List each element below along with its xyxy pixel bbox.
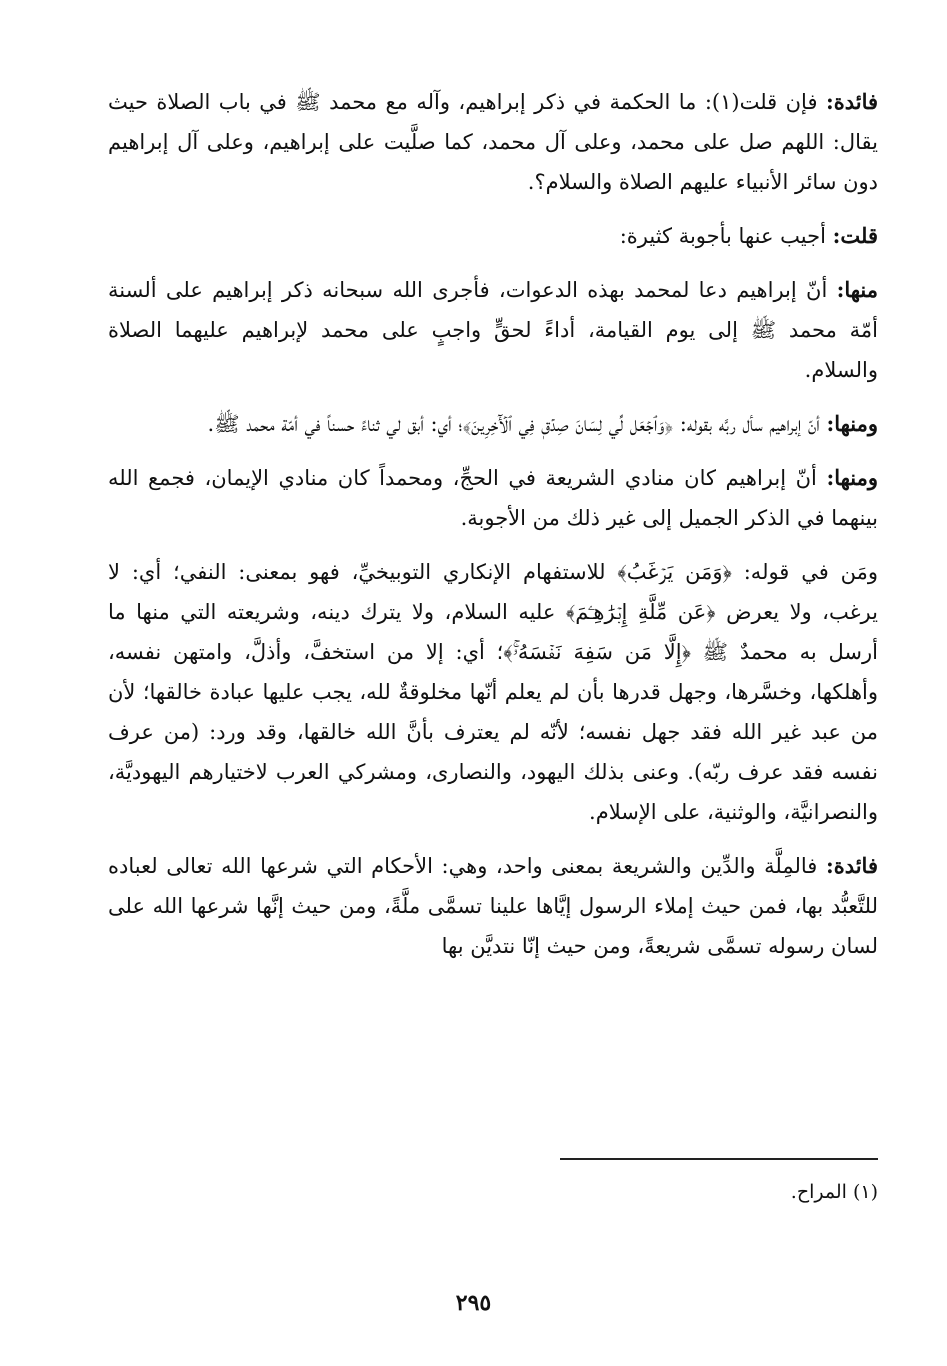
paragraph-text: فالمِلَّة والدِّين والشريعة بمعنى واحد، وهي: الأحكام التي شرعها الله تعالى لعباده للتَّعبُّد بها، فمن حيث إملاء الرسول إيَّاها علينا تسمَّى ملَّةً، ومن حيث إنَّها شرعها الله على لسان رسوله تسمَّى شريعةً، ومن حيث إنّا نتديَّن بها [108,854,878,958]
paragraph-faida-2 [108,846,878,966]
paragraph-text: أجيب عنها بأجوبة كثيرة: [619,224,833,248]
paragraph-lead: منها: [836,277,878,302]
paragraph-text: فإن قلت(١): ما الحكمة في ذكر إبراهيم، وآله مع محمد ﷺ في باب الصلاة حيث يقال: اللهم صل على محمد، وعلى آل محمد، كما صلَّيت على إبراهيم، وعلى آل إبراهيم دون سائر الأنبياء عليهم الصلاة والسلام؟. [108,90,878,194]
paragraph-minha-2 [108,404,878,444]
main-text [108,82,878,980]
footnote: (١) المراح. [790,1181,878,1203]
paragraph-lead: فائدة: [825,89,879,114]
paragraph-lead: ومنها: [826,411,878,436]
paragraph-text: أنّ إبراهيم كان منادي الشريعة في الحجِّ، ومحمداً كان منادي الإيمان، فجمع الله بينهما في الذكر الجميل إلى غير ذلك من الأجوبة. [108,466,878,530]
paragraph-lead: قلت: [832,223,878,248]
paragraph-text: ومَن في قوله: ﴿وَمَن يَرۡغَبُ﴾ للاستفهام الإنكاري التوبيخيِّ، فهو بمعنى: النفي؛ أي: لا يرغب، ولا يعرض ﴿عَن مِّلَّةِ إِبۡرَٰهِـۧمَ﴾ عليه السلام، ولا يترك دينه، وشريعته التي منها ما أرسل به محمدٌ ﷺ ﴿إِلَّا مَن سَفِهَ نَفۡسَهُۥۚ﴾؛ أي: إلا من استخفَّ، وأذلَّ، وامتهن نفسه، وأهلكها، وخسَّرها، وجهل قدرها بأن لم يعلم أنّها مخلوقةٌ لله، يجب عليها عبادة خالقها؛ لأن من عبد غير الله فقد جهل نفسه؛ لأنّه لم يعترف بأنَّ الله خالقها، وقد ورد: (من عرف نفسه فقد عرف ربّه). وعنى بذلك اليهود، والنصارى، ومشركي العرب لاختيارهم اليهوديَّة، والنصرانيَّة، والوثنية، على الإسلام. [108,560,878,824]
paragraph-minha-1 [108,270,878,390]
paragraph-minha-3 [108,458,878,538]
paragraph-lead: فائدة: [825,853,878,878]
page-number: ٢٩٥ [455,1290,492,1316]
paragraph-text: أنّ إبراهيم سأل ربَّه بقوله: ﴿وَٱجۡعَل لِّي لِسَانَ صِدۡقٖ فِي ٱلۡأٓخِرِينَ﴾؛ أي: أبق لي ثناءً حسناً في أمّة محمد ﷺ. [207,412,827,436]
paragraph-qult [108,216,878,256]
paragraph-lead: ومنها: [826,465,878,490]
paragraph-text: أنّ إبراهيم دعا لمحمد بهذه الدعوات، فأجرى الله سبحانه ذكر إبراهيم على ألسنة أمّة محمد ﷺ إلى يوم القيامة، أداءً لحقٍّ واجبٍ على محمد لإبراهيم عليهما الصلاة والسلام. [108,278,878,382]
footnote-divider [560,1158,878,1160]
paragraph-faida-1 [108,82,878,202]
paragraph-tafsir [108,552,878,832]
